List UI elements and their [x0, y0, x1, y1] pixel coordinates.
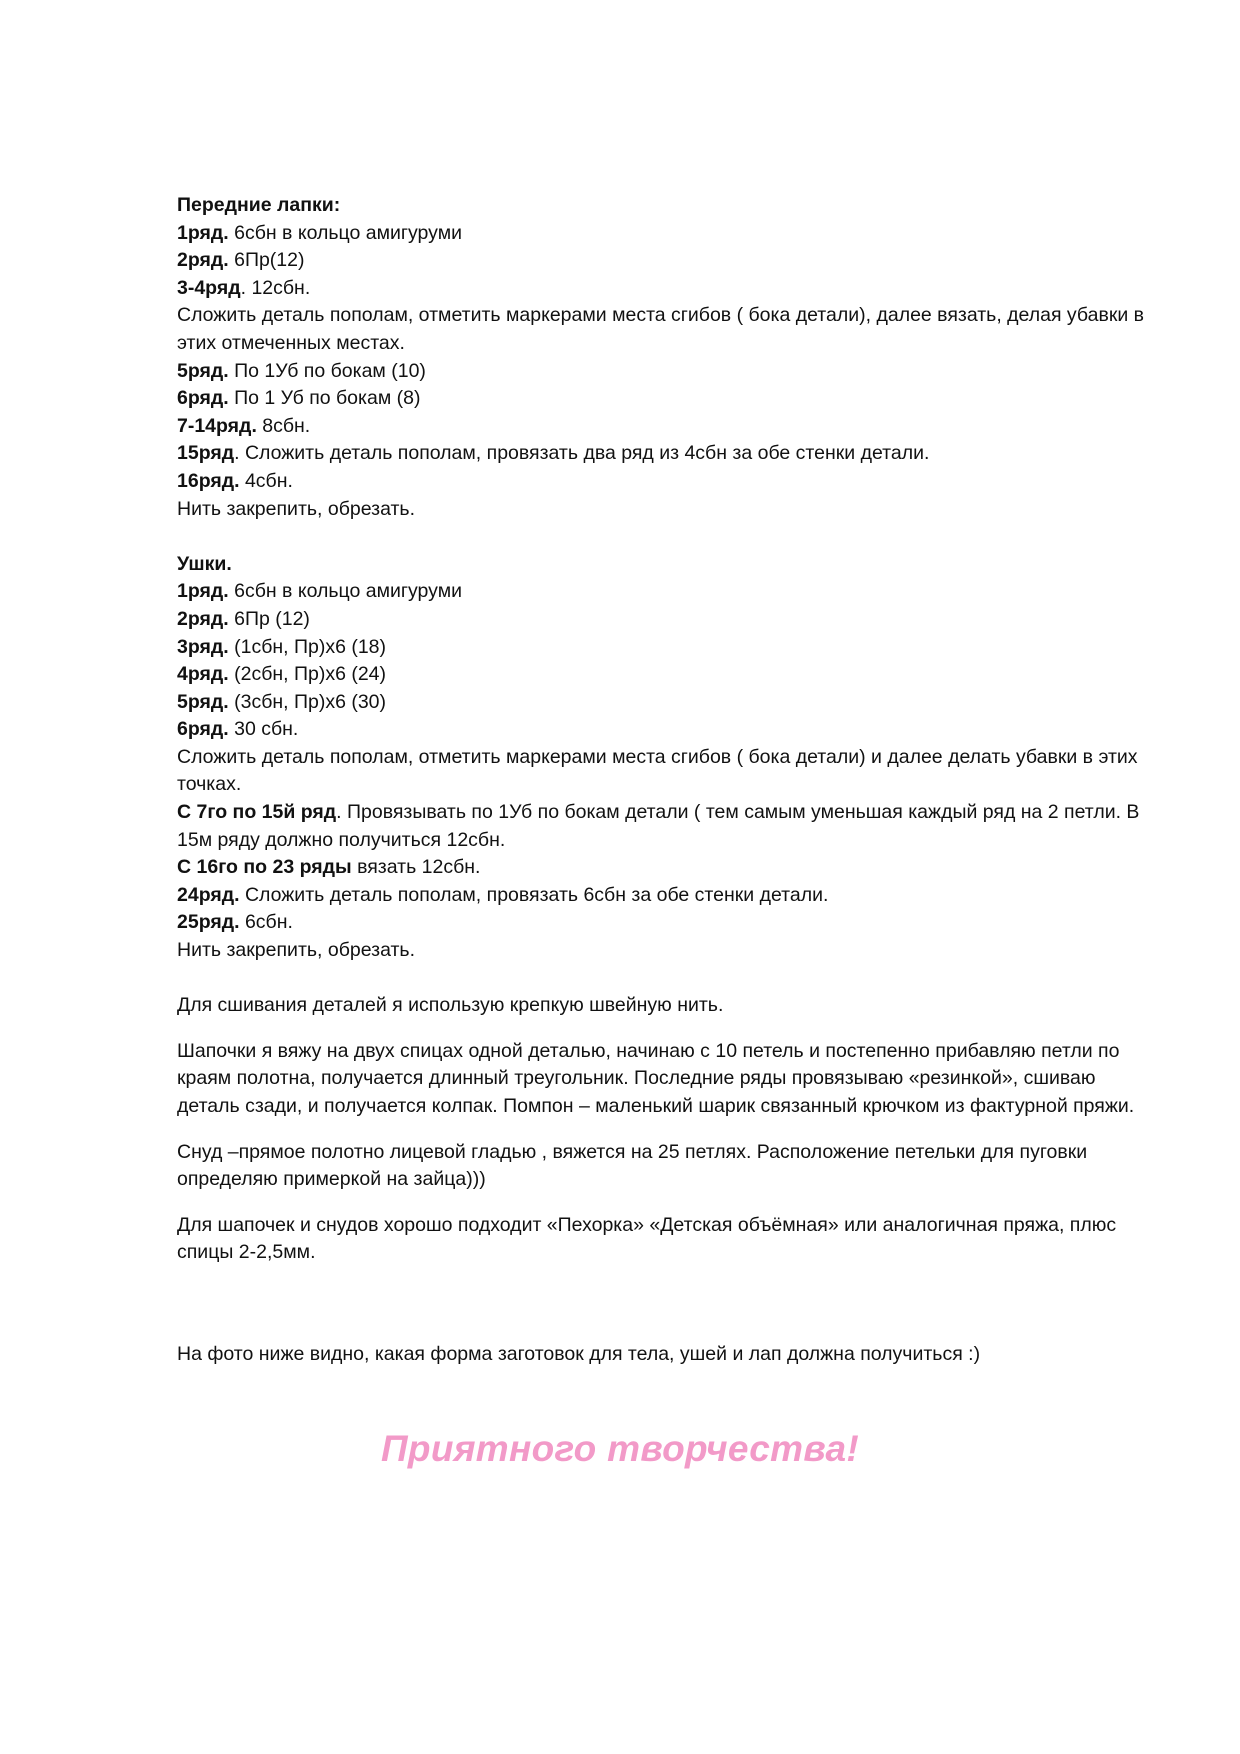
paws-row-16 — [177, 468, 1157, 496]
row-label: 6ряд. — [177, 718, 229, 741]
row-label: С 16го по 23 ряды — [177, 856, 352, 879]
row-text: 6сбн в кольцо амигуруми — [228, 221, 462, 244]
note-yarn: Для шапочек и снудов хорошо подходит «Пехорка» «Детская объёмная» или аналогичная пряжа, плюс спицы 2-2,5мм. — [177, 1213, 1117, 1264]
row-label: 2ряд. — [177, 607, 229, 630]
row-label: 1ряд. — [177, 580, 229, 603]
spacer — [177, 1194, 1157, 1212]
ears-row-6 — [177, 716, 1157, 744]
ears-row-5 — [177, 689, 1157, 717]
spacer — [177, 1020, 1157, 1038]
row-text: . 12сбн. — [240, 276, 311, 299]
document-body — [177, 192, 1157, 1369]
row-label: 4ряд. — [177, 663, 229, 686]
row-label: 6ряд. — [177, 387, 229, 410]
row-label: 2ряд. — [177, 249, 229, 272]
row-text: (3сбн, Пр)х6 (30) — [228, 690, 387, 713]
note-hats: Шапочки я вяжу на двух спицах одной деталью, начинаю с 10 петель и постепенно прибавляю петли по краям полотна, получается длинный треугольник. Последние ряды провязываю «резинкой», сшиваю деталь сзади, и получается колпак. Помпон – маленький шарик связанный крючком из фактурной пряжи. — [177, 1039, 1135, 1117]
row-label: 5ряд. — [177, 359, 229, 382]
row-label: 3ряд. — [177, 635, 229, 658]
ears-fold-note: Сложить деталь пополам, отметить маркерами места сгибов ( бока детали) и далее делать убавки в этих точках. — [177, 745, 1138, 796]
row-label: 16ряд. — [177, 469, 240, 492]
ears-row-25 — [177, 909, 1157, 937]
spacer — [177, 523, 1157, 551]
row-text: (1сбн, Пр)х6 (18) — [228, 635, 387, 658]
row-label: 24ряд. — [177, 883, 240, 906]
row-label: 5ряд. — [177, 690, 229, 713]
row-text: По 1Уб по бокам (10) — [228, 359, 426, 382]
section-heading-front-paws: Передние лапки: — [177, 194, 341, 216]
note-photo: На фото ниже видно, какая форма заготовок для тела, ушей и лап должна получиться :) — [177, 1342, 981, 1365]
note-snood: Снуд –прямое полотно лицевой гладью , вяжется на 25 петлях. Расположение петельки для пуговки определяю примеркой на зайца))) — [177, 1140, 1088, 1191]
row-text: 6сбн в кольцо амигуруми — [228, 580, 462, 603]
ears-row-1 — [177, 578, 1157, 606]
row-text: вязать 12сбн. — [351, 856, 481, 879]
row-text: Сложить деталь пополам, провязать 6сбн за обе стенки детали. — [239, 883, 829, 906]
row-label: 25ряд. — [177, 911, 240, 934]
paws-row-15 — [177, 440, 1157, 468]
ears-row-4 — [177, 661, 1157, 689]
ears-row-16-23 — [177, 854, 1157, 882]
row-text: 8сбн. — [256, 414, 311, 437]
section-heading-ears: Ушки. — [177, 552, 232, 575]
row-text: . Провязывать по 1Уб по бокам детали ( тем самым уменьшая каждый ряд на 2 петли. В 15м ряду должно получиться 12сбн. — [177, 801, 1140, 851]
paws-fold-note: Сложить деталь пополам, отметить маркерами места сгибов ( бока детали), далее вязать, делая убавки в этих отмеченных местах. — [177, 304, 1145, 354]
paws-row-2 — [177, 247, 1157, 275]
paws-row-5 — [177, 358, 1157, 386]
spacer — [177, 1121, 1157, 1139]
ears-row-7-15 — [177, 799, 1157, 854]
row-label: 1ряд. — [177, 221, 229, 244]
ears-row-2 — [177, 606, 1157, 634]
row-text: 4сбн. — [239, 469, 293, 492]
row-label: 7-14ряд. — [177, 414, 257, 437]
ears-finish: Нить закрепить, обрезать. — [177, 939, 416, 962]
ears-row-24 — [177, 882, 1157, 910]
closing-greeting: Приятного творчества! — [381, 1428, 859, 1469]
row-text: 30 сбн. — [228, 718, 299, 741]
paws-finish: Нить закрепить, обрезать. — [177, 497, 416, 520]
paws-row-7-14 — [177, 413, 1157, 441]
row-text: 6Пр(12) — [228, 249, 305, 272]
ears-row-3 — [177, 634, 1157, 662]
spacer — [177, 965, 1157, 993]
row-label: 15ряд — [177, 442, 235, 465]
row-label: 3-4ряд — [177, 276, 241, 299]
spacer — [177, 1267, 1157, 1341]
paws-row-3-4 — [177, 275, 1157, 303]
paws-row-6 — [177, 385, 1157, 413]
row-text: . Сложить деталь пополам, провязать два ряд из 4сбн за обе стенки детали. — [234, 442, 930, 465]
paws-row-1 — [177, 220, 1157, 248]
row-label: С 7го по 15й ряд — [177, 801, 337, 824]
row-text: 6Пр (12) — [228, 607, 310, 630]
note-sewing: Для сшивания деталей я использую крепкую швейную нить. — [177, 994, 724, 1017]
row-text: По 1 Уб по бокам (8) — [228, 387, 421, 410]
row-text: 6сбн. — [239, 911, 293, 934]
row-text: (2сбн, Пр)х6 (24) — [228, 663, 387, 686]
